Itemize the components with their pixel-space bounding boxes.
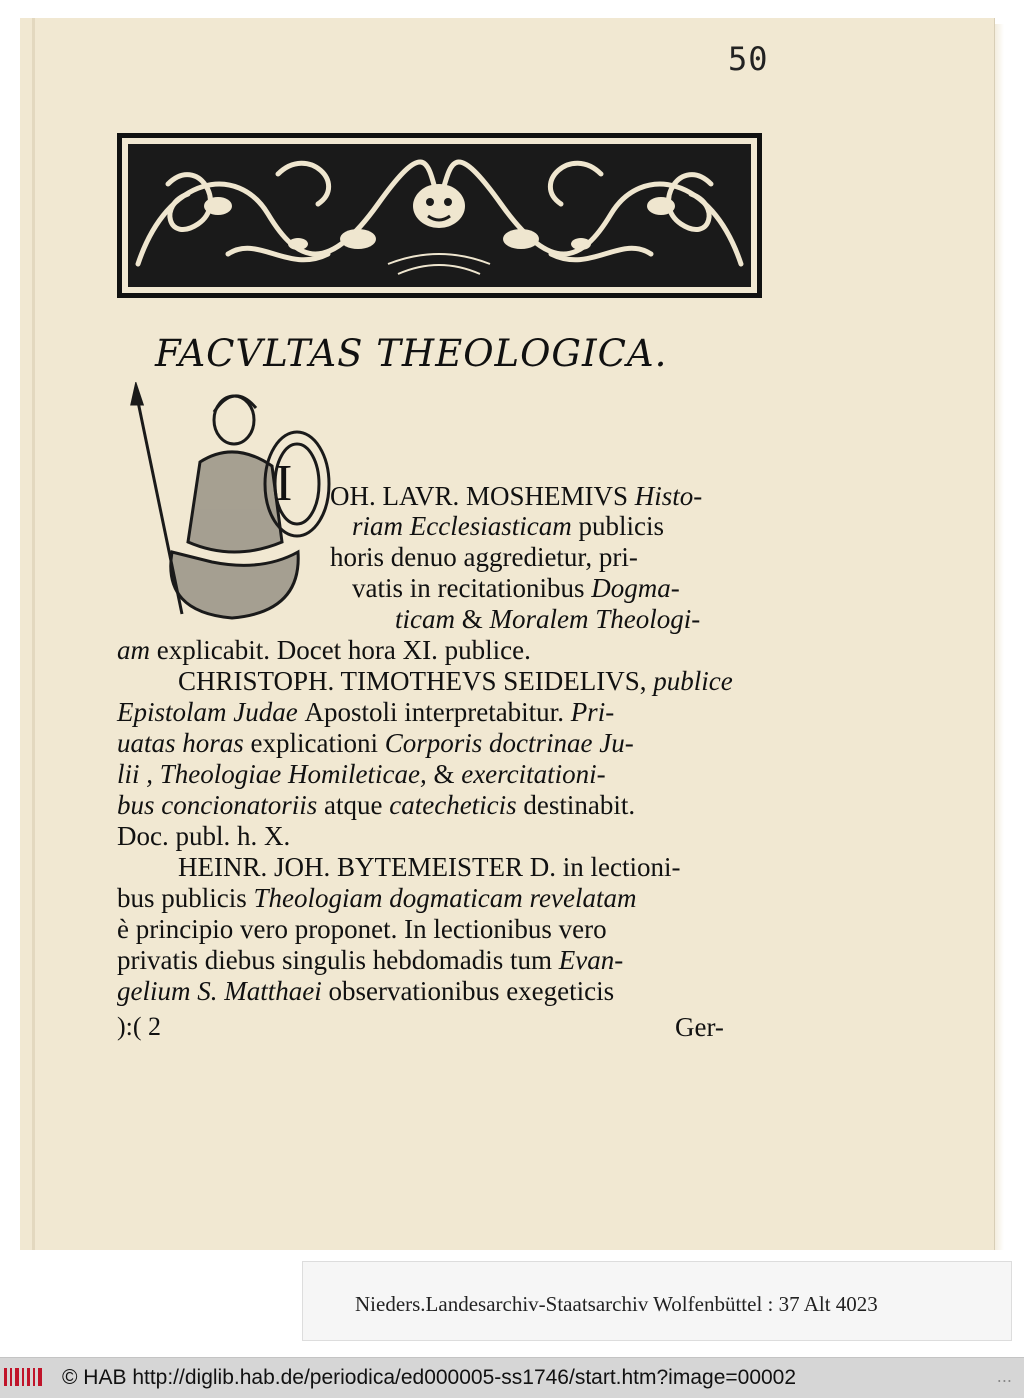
faculty-heading: FACVLTAS THEOLOGICA.	[155, 332, 668, 375]
text-run: Histo-	[634, 481, 703, 511]
text-line	[117, 978, 614, 1005]
text-run: Dogma-	[591, 573, 680, 603]
text-line	[178, 854, 680, 881]
page-number: 50	[728, 40, 769, 78]
text-line	[117, 792, 635, 819]
text-line	[352, 513, 664, 540]
text-run: exercitationi-	[461, 759, 606, 789]
text-line	[117, 761, 606, 788]
text-line	[117, 730, 634, 757]
archive-label-strip	[302, 1261, 1012, 1341]
foliage-ornament-icon	[128, 144, 751, 287]
more-options-icon[interactable]: ...	[996, 1367, 1012, 1386]
drop-cap: I	[275, 455, 293, 512]
text-run: destinabit.	[523, 790, 636, 820]
hab-barcode-logo-icon	[4, 1366, 46, 1388]
text-run: explicabit. Docet hora XI. publice.	[156, 635, 531, 665]
text-line	[117, 699, 614, 726]
text-line	[395, 606, 700, 633]
text-run: publice	[653, 666, 733, 696]
text-run: Evan-	[558, 945, 624, 975]
text-run: Doc. publ. h. X.	[117, 821, 291, 851]
text-run: CHRISTOPH. TIMOTHEVS SEIDELIVS,	[178, 666, 654, 696]
text-run: am	[117, 635, 157, 665]
text-run: Moralem Theologi-	[489, 604, 701, 634]
catchword: Ger-	[675, 1012, 724, 1042]
text-run: Epistolam Judae	[117, 697, 305, 727]
text-line	[117, 823, 290, 850]
text-run: lii , Theologiae Homileticae,	[117, 759, 434, 789]
text-run: explicationi	[250, 728, 385, 758]
text-run: ticam	[395, 604, 462, 634]
signature-mark: ):( 2	[117, 1012, 162, 1041]
text-run: publicis	[578, 511, 664, 541]
text-run: Pri-	[570, 697, 615, 727]
text-line	[330, 483, 702, 510]
text-run: Theologiam dogmaticam revelatam	[253, 883, 637, 913]
text-run: atque	[324, 790, 390, 820]
page-fold	[32, 18, 35, 1250]
text-run: D. in lectioni-	[529, 852, 681, 882]
text-line	[330, 544, 638, 571]
text-run: &	[433, 759, 462, 789]
minerva-figure-icon	[122, 382, 332, 624]
text-line	[117, 637, 531, 664]
text-run: Corporis doctrinae Ju-	[384, 728, 634, 758]
text-run: riam Ecclesiasticam	[352, 511, 579, 541]
ornamental-headpiece	[117, 133, 762, 298]
text-run: observationibus exegeticis	[328, 976, 615, 1006]
footer-bar	[0, 1357, 1024, 1398]
copyright-link[interactable]: © HAB http://diglib.hab.de/periodica/ed000005-ss1746/start.htm?image=00002	[62, 1366, 797, 1389]
text-run: Apostoli interpretabitur.	[304, 697, 571, 727]
text-run: privatis diebus singulis hebdomadis tum	[117, 945, 559, 975]
text-line	[178, 668, 733, 695]
text-run: gelium S. Matthaei	[117, 976, 329, 1006]
text-run: horis denuo aggredietur, pri-	[330, 542, 638, 572]
text-line	[117, 947, 623, 974]
text-run: bus publicis	[117, 883, 254, 913]
text-run: catecheticis	[389, 790, 524, 820]
archive-label: Nieders.Landesarchiv-Staatsarchiv Wolfenbüttel : 37 Alt 4023	[355, 1292, 878, 1316]
text-run: &	[461, 604, 490, 634]
text-run: vatis in recitationibus	[352, 573, 592, 603]
text-line	[117, 885, 636, 912]
text-line	[352, 575, 680, 602]
text-run: è principio vero proponet. In lectionibus vero	[117, 914, 607, 944]
text-run: HEINR. JOH. BYTEMEISTER	[178, 852, 530, 882]
text-run: uatas horas	[117, 728, 251, 758]
text-run: bus concionatoriis	[117, 790, 324, 820]
text-run: OH. LAVR. MOSHEMIVS	[330, 481, 635, 511]
text-line	[117, 916, 607, 943]
